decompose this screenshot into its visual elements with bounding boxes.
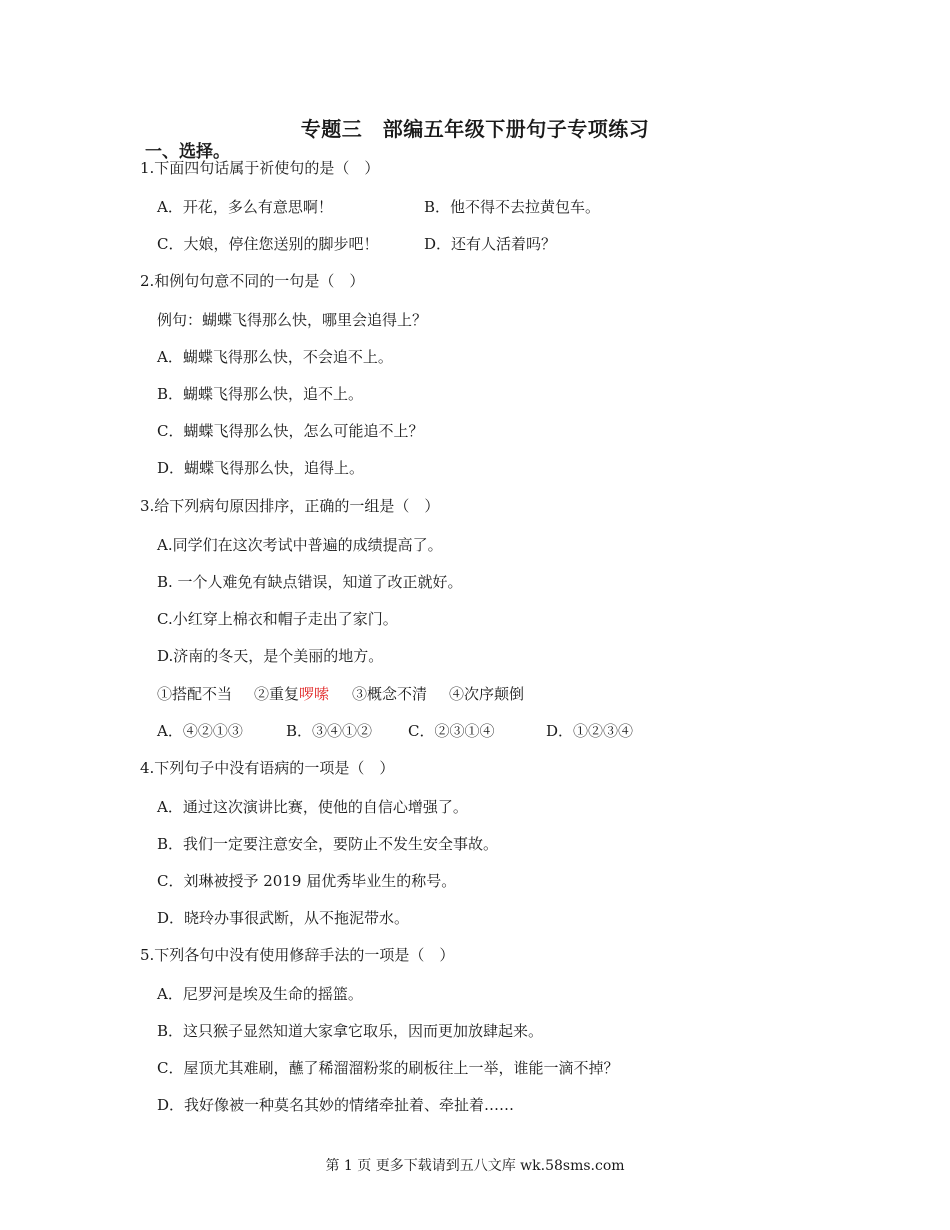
question-4-option-a: A．通过这次演讲比赛，使他的自信心增强了。 [157,798,468,816]
question-2-option-a: A．蝴蝶飞得那么快，不会追不上。 [157,348,393,366]
question-1-option-c: C．大娘，停住您送别的脚步吧！ [157,235,379,253]
reason-2-highlight: 啰嗦 [299,685,330,703]
question-3-sentence-a: A.同学们在这次考试中普遍的成绩提高了。 [157,536,443,554]
question-5-stem: 5.下列各句中没有使用修辞手法的一项是（ ） [140,946,455,964]
question-3-stem: 3.给下列病句原因排序，正确的一组是（ ） [140,497,440,515]
page-footer: 第 1 页 更多下载请到五八文库 wk.58sms.com [325,1158,625,1174]
question-1-stem: 1.下面四句话属于祈使句的是（ ） [140,159,380,177]
question-3-sentence-b: B. 一个人难免有缺点错误，知道了改正就好。 [157,573,463,591]
question-2-option-d: D．蝴蝶飞得那么快，追得上。 [157,459,365,477]
question-4-option-c: C．刘琳被授予 2019 届优秀毕业生的称号。 [157,872,457,890]
question-3-reason-1: ①搭配不当 [157,685,233,703]
question-3-reason-3: ③概念不清 [352,685,428,703]
question-3-reason-4: ④次序颠倒 [449,685,525,703]
question-3-option-a: A．④②①③ [157,722,243,740]
question-5-option-c: C．屋顶尤其难刷，蘸了稀溜溜粉浆的刷板往上一举，谁能一滴不掉？ [157,1059,619,1077]
question-4-option-d: D．晓玲办事很武断，从不拖泥带水。 [157,909,410,927]
question-3-option-b: B．③④①② [286,722,373,740]
question-5-option-d: D．我好像被一种莫名其妙的情绪牵扯着、牵扯着…… [157,1096,515,1114]
question-4-stem: 4.下列句子中没有语病的一项是（ ） [140,759,395,777]
question-1-option-a: A．开花，多么有意思啊！ [157,198,333,216]
question-2-example: 例句：蝴蝶飞得那么快，哪里会追得上？ [157,311,428,329]
reason-2-prefix: ②重复 [254,685,300,703]
question-3-option-c: C．②③①④ [408,722,495,740]
question-1-option-d: D．还有人活着吗？ [424,235,557,253]
question-3-option-d: D．①②③④ [546,722,634,740]
question-3-sentence-d: D.济南的冬天，是个美丽的地方。 [157,647,384,665]
section-heading: 一、选择。 [145,142,230,162]
question-2-stem: 2.和例句句意不同的一句是（ ） [140,272,365,290]
question-3-sentence-c: C.小红穿上棉衣和帽子走出了家门。 [157,610,398,628]
question-1-option-b: B．他不得不去拉黄包车。 [424,198,601,216]
page-title: 专题三 部编五年级下册句子专项练习 [300,117,650,141]
question-4-option-b: B．我们一定要注意安全，要防止不发生安全事故。 [157,835,499,853]
question-3-reason-2 [254,684,329,704]
question-2-option-b: B．蝴蝶飞得那么快，追不上。 [157,385,364,403]
question-2-option-c: C．蝴蝶飞得那么快，怎么可能追不上？ [157,422,424,440]
question-5-option-a: A．尼罗河是埃及生命的摇篮。 [157,985,363,1003]
question-5-option-b: B．这只猴子显然知道大家拿它取乐，因而更加放肆起来。 [157,1022,544,1040]
